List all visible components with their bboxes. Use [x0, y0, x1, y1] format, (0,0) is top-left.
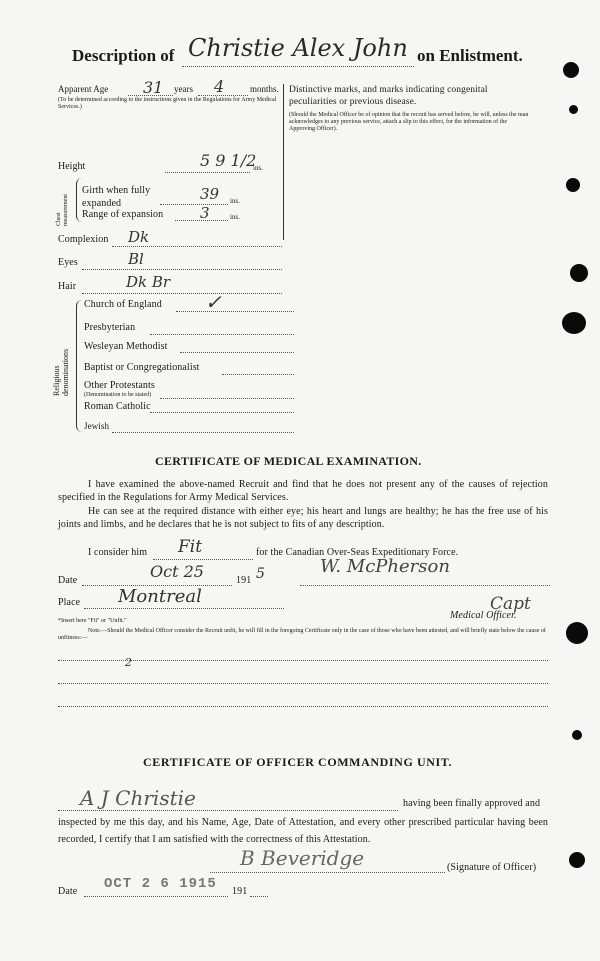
- header-suffix: on Enlistment.: [417, 46, 523, 65]
- commanding-text-suffix: having been finally approved and: [403, 798, 541, 809]
- recruit-name-line: [58, 810, 398, 811]
- range-value: 3: [200, 204, 210, 222]
- girth-value: 39: [200, 185, 220, 203]
- punch-hole: [569, 852, 585, 868]
- religion-baptist: Baptist or Congregationalist: [84, 362, 200, 373]
- age-years-value: 31: [143, 78, 164, 97]
- religion-check-mark: ✓: [205, 290, 222, 314]
- age-months-value: 4: [214, 77, 225, 96]
- medical-certificate-title: CERTIFICATE OF MEDICAL EXAMINATION.: [155, 454, 422, 468]
- distinctive-heading: Distinctive marks, and marks indicating congenital peculiarities or previous disease.: [289, 85, 488, 107]
- religion-jewish: Jewish: [84, 421, 110, 431]
- officer-signature-line: [210, 872, 445, 873]
- fitness-line: [153, 559, 253, 560]
- medical-officer-signature: W. McPherson: [320, 556, 450, 577]
- complexion-value: Dk: [128, 228, 150, 246]
- medical-rank-handwritten: Capt: [490, 594, 531, 614]
- religion-methodist: Wesleyan Methodist: [84, 341, 168, 352]
- punch-hole: [570, 264, 588, 282]
- religion-presbyterian: Presbyterian: [84, 322, 136, 333]
- girth-unit: ins.: [230, 197, 240, 205]
- eyes-label: Eyes: [58, 257, 78, 268]
- girth-label: Girth when fully expanded: [82, 185, 151, 209]
- range-line: [175, 220, 228, 221]
- eyes-line: [82, 269, 282, 270]
- age-years-line: [128, 95, 173, 96]
- medical-place-line: [84, 608, 284, 609]
- punch-hole: [569, 105, 578, 114]
- religion-other-protestants: Other Protestants: [84, 380, 155, 391]
- unfitness-line: [58, 660, 548, 661]
- religion-roman-catholic: Roman Catholic: [84, 401, 151, 412]
- commanding-certificate-title: CERTIFICATE OF OFFICER COMMANDING UNIT.: [143, 755, 453, 769]
- distinctive-note: (Should the Medical Officer be of opinion that the recruit has served before, he will, unless the man acknowledges to any previous service, attach a slip to this effect, for the information of the Approving Officer).: [289, 112, 529, 132]
- religion-side-label: Religious denominations: [52, 348, 70, 396]
- age-months-line: [198, 95, 248, 96]
- medical-footnote-mark: 2: [125, 656, 132, 669]
- commanding-date-line: [84, 896, 228, 897]
- header-name-line: [182, 66, 414, 67]
- hair-label: Hair: [58, 281, 77, 292]
- years-label: years: [174, 84, 193, 94]
- punch-hole: [566, 178, 580, 192]
- religion-line: [150, 334, 294, 335]
- religion-church-of-england: Church of England: [84, 299, 162, 310]
- medical-paragraph-1: I have examined the above-named Recruit and find that he does not present any of the causes of rejection specified in the Regulations for Army Medical Services.: [58, 479, 548, 503]
- medical-year-hand: 5: [256, 566, 265, 582]
- religion-line: [222, 374, 294, 375]
- complexion-line: [112, 246, 282, 247]
- commanding-date-label: Date: [58, 886, 78, 897]
- girth-line: [160, 204, 228, 205]
- commanding-year-prefix: 191: [232, 886, 248, 897]
- chest-label: Chest measurement: [56, 194, 69, 226]
- religion-line: [112, 432, 294, 433]
- medical-officer-signature-line: [300, 585, 550, 586]
- height-value: 5 9 1/2: [200, 151, 257, 170]
- medical-date-label: Date: [58, 575, 78, 586]
- punch-hole: [563, 62, 579, 78]
- height-line: [165, 172, 250, 173]
- unfitness-line: [58, 706, 548, 707]
- religion-line: [180, 352, 294, 353]
- punch-hole: [572, 730, 582, 740]
- officer-signature-label: (Signature of Officer): [447, 862, 537, 873]
- medical-date-handwritten: Oct 25: [150, 562, 204, 581]
- apparent-age-label: Apparent Age: [58, 84, 109, 94]
- commanding-date-stamp: OCT 2 6 1915: [104, 876, 217, 892]
- range-label: Range of expansion: [82, 209, 164, 220]
- months-label: months.: [250, 84, 279, 94]
- medical-footnote-1: *Insert here "Fit" or "Unfit.": [58, 618, 127, 624]
- recruit-name-handwritten: A J Christie: [80, 786, 196, 810]
- commanding-year-line: [250, 896, 268, 897]
- officer-signature-handwritten: B Beveridge: [240, 846, 365, 870]
- medical-paragraph-2: He can see at the required distance with either eye; his heart and lungs are healthy; he has the free use of his joints and limbs, and he declares that he is not subject to fits of any description.: [58, 506, 548, 530]
- religion-line: [150, 412, 294, 413]
- unfitness-line: [58, 683, 548, 684]
- header-prefix: Description of: [72, 46, 175, 65]
- commanding-paragraph: inspected by me this day, and his Name, Age, Date of Attestation, and every other prescribed particular having been recorded, I certify that I am satisfied with the correctness of this Attestation.: [58, 817, 548, 845]
- medical-place-label: Place: [58, 597, 81, 608]
- fitness-handwritten: Fit: [178, 537, 203, 557]
- medical-footnote-2: Note.—Should the Medical Officer consider the Recruit unfit, he will fill in the foregoing Certificate only in the case of those who have been attested, and will briefly state below the cause of unfitness:—: [58, 628, 546, 641]
- height-unit: ins.: [253, 164, 263, 172]
- column-divider: [283, 84, 284, 240]
- medical-year-prefix: 191: [236, 575, 252, 586]
- religion-brace: [76, 300, 83, 432]
- hair-value: Dk Br: [126, 273, 171, 291]
- consider-prefix: I consider him: [88, 547, 148, 558]
- religion-denomination-note: (Denomination to be stated): [84, 392, 152, 398]
- medical-officer-label: Medical Officer.: [450, 610, 517, 621]
- complexion-label: Complexion: [58, 234, 109, 245]
- consider-suffix: for the Canadian Over-Seas Expeditionary Force.: [256, 547, 459, 558]
- religion-line: [176, 311, 294, 312]
- age-note: (To be determined according to the instructions given in the Regulations for Army Medical Services.): [58, 97, 277, 110]
- height-label: Height: [58, 161, 86, 172]
- name-handwritten: Christie Alex John: [188, 34, 408, 62]
- range-unit: ins.: [230, 213, 240, 221]
- medical-place-handwritten: Montreal: [118, 586, 202, 607]
- religion-line: [160, 398, 294, 399]
- punch-hole: [562, 312, 586, 334]
- hair-line: [82, 293, 282, 294]
- punch-hole: [566, 622, 588, 644]
- eyes-value: Bl: [128, 250, 144, 268]
